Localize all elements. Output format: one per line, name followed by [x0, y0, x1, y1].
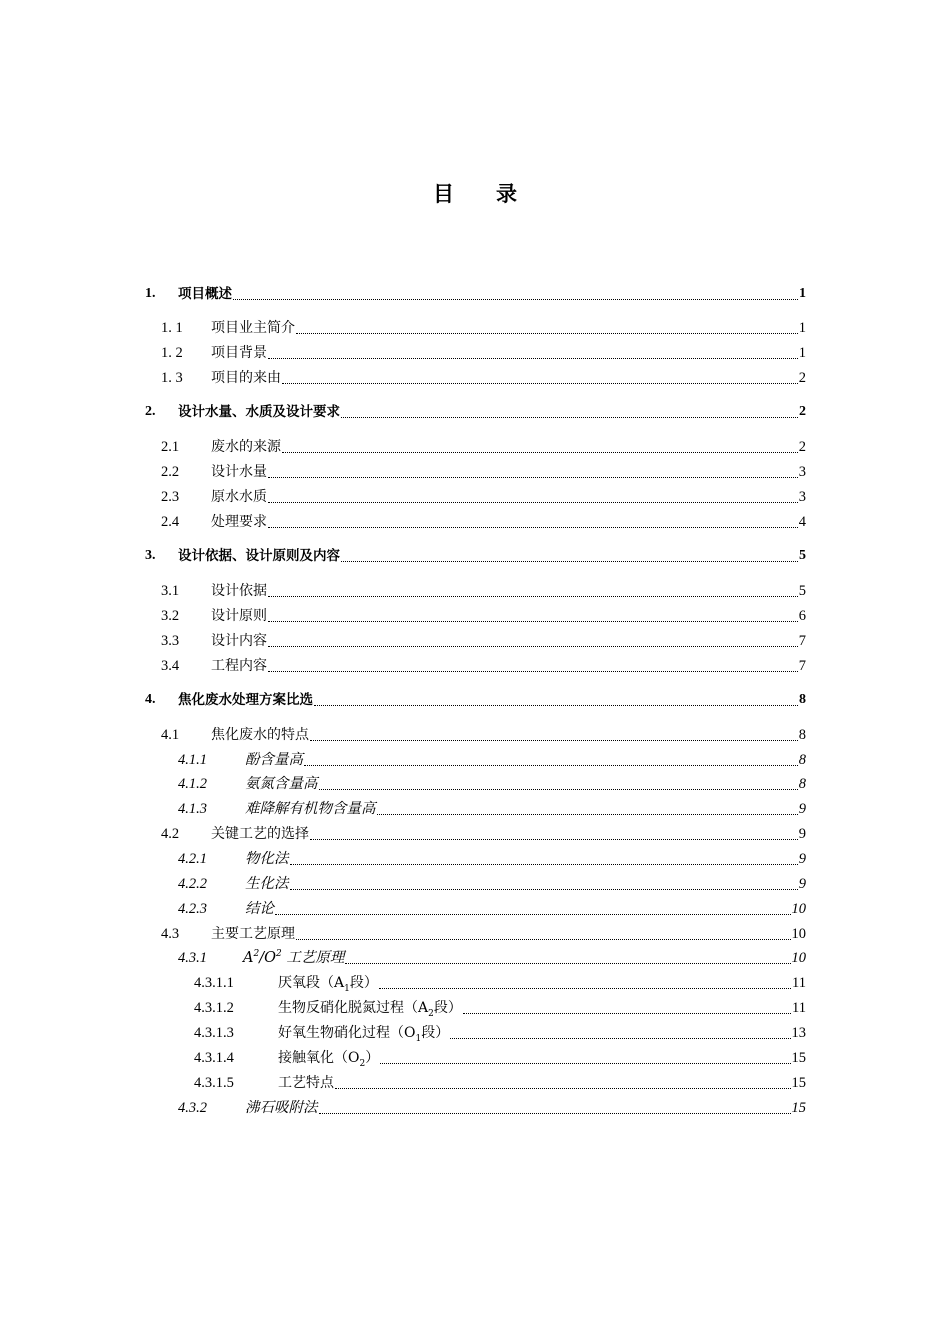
entry-number: 4.2.2: [178, 876, 207, 892]
entry-number: 1. 3: [161, 370, 183, 386]
entry-title: 沸石吸附法: [245, 1100, 318, 1116]
toc-entry[interactable]: [161, 340, 806, 362]
entry-page: 1: [798, 320, 806, 336]
entry-number: 4.3.1: [178, 950, 207, 966]
title-part: 段）: [433, 1000, 462, 1016]
toc-entry[interactable]: [161, 821, 806, 843]
entry-title: 酚含量高: [245, 752, 303, 768]
entry-page: 1: [799, 286, 806, 301]
entry-number: 4.3: [161, 926, 180, 942]
toc-entry[interactable]: [194, 995, 806, 1017]
toc-entry[interactable]: [161, 921, 806, 943]
entry-number: 2.: [145, 404, 156, 419]
entry-number: 1.: [145, 286, 156, 301]
toc-entry[interactable]: [161, 603, 806, 625]
dot-leader: [268, 645, 798, 647]
dot-leader: [310, 739, 798, 741]
entry-title: 焦化废水的特点: [211, 727, 309, 743]
entry-number: 2.4: [161, 514, 180, 530]
title-part: /O: [259, 950, 276, 966]
entry-page: 3: [798, 489, 806, 505]
entry-number: 4.3.1.1: [194, 975, 234, 991]
dot-leader: [290, 863, 798, 865]
dot-leader: [450, 1037, 790, 1039]
toc-entry[interactable]: [194, 970, 806, 992]
title-part: 生物反硝化脱氮过程（A: [278, 1000, 429, 1016]
entry-page: 15: [791, 1075, 806, 1091]
dot-leader: [341, 560, 798, 562]
dot-leader: [319, 788, 798, 790]
dot-leader: [304, 764, 798, 766]
entry-page: 9: [798, 876, 806, 892]
entry-title: [278, 974, 378, 992]
toc-entry[interactable]: [178, 796, 806, 818]
dot-leader: [268, 476, 798, 478]
entry-title: [278, 1049, 379, 1067]
title-part: 工艺原理: [281, 950, 345, 966]
toc-entry[interactable]: [161, 509, 806, 531]
entry-title: 项目的来由: [211, 370, 281, 386]
entry-title: 焦化废水处理方案比选: [178, 692, 313, 708]
entry-title: 设计原则: [211, 608, 267, 624]
toc-entry[interactable]: [178, 747, 806, 769]
toc-entry[interactable]: [161, 365, 806, 387]
entry-number: 4.1.1: [178, 752, 207, 768]
dot-leader: [268, 357, 798, 359]
toc-title: 目 录: [433, 182, 517, 206]
entry-title: 设计水量、水质及设计要求: [178, 404, 340, 420]
entry-page: 6: [798, 608, 806, 624]
subscript: 2: [359, 1058, 366, 1069]
entry-page: 2: [798, 370, 806, 386]
entry-page: 2: [799, 404, 806, 419]
dot-leader: [463, 1012, 791, 1014]
toc-entry[interactable]: [161, 434, 806, 456]
entry-number: 1. 2: [161, 345, 183, 361]
dot-leader: [282, 382, 798, 384]
dot-leader: [379, 987, 791, 989]
entry-number: 4.3.1.2: [194, 1000, 234, 1016]
dot-leader: [290, 888, 798, 890]
entry-number: 4.3.1.4: [194, 1050, 234, 1066]
entry-number: 3.: [145, 548, 156, 563]
entry-page: 8: [798, 776, 806, 792]
toc-entry[interactable]: [194, 1070, 806, 1092]
entry-title: 废水的来源: [211, 439, 281, 455]
entry-title: 项目背景: [211, 345, 267, 361]
entry-number: 2.1: [161, 439, 180, 455]
entry-number: 4.3.1.5: [194, 1075, 234, 1091]
toc-entry[interactable]: [178, 896, 806, 918]
entry-page: 9: [798, 851, 806, 867]
toc-entry[interactable]: [178, 871, 806, 893]
toc-entry[interactable]: [161, 628, 806, 650]
entry-number: 4.1: [161, 727, 180, 743]
title-part: 厌氧段（A: [278, 975, 345, 991]
entry-title: 工艺特点: [278, 1075, 334, 1091]
entry-title: 物化法: [245, 851, 289, 867]
title-part: ）: [365, 1050, 380, 1066]
dot-leader: [341, 416, 798, 418]
entry-number: 4.2: [161, 826, 180, 842]
entry-title: 项目概述: [178, 286, 232, 302]
entry-page: 2: [798, 439, 806, 455]
dot-leader: [233, 298, 798, 300]
entry-title: 设计依据: [211, 583, 267, 599]
entry-number: 3.2: [161, 608, 180, 624]
subscript: 2: [428, 1008, 434, 1019]
entry-page: 3: [798, 464, 806, 480]
dot-leader: [319, 1112, 791, 1114]
entry-page: 7: [798, 633, 806, 649]
dot-leader: [296, 938, 791, 940]
entry-page: 11: [792, 975, 806, 991]
entry-page: 10: [791, 926, 806, 942]
toc-entry[interactable]: [161, 578, 806, 600]
toc-entry[interactable]: [145, 281, 806, 303]
entry-page: 10: [791, 950, 806, 966]
entry-number: 4.1.3: [178, 801, 207, 817]
subscript: 1: [344, 983, 350, 994]
dot-leader: [345, 962, 790, 964]
title-part: 接触氧化（O: [278, 1050, 360, 1066]
dot-leader: [377, 813, 798, 815]
entry-number: 4.3.2: [178, 1100, 207, 1116]
toc-entry[interactable]: [194, 1020, 806, 1042]
dot-leader: [380, 1062, 790, 1064]
entry-page: 1: [798, 345, 806, 361]
entry-title: 生化法: [245, 876, 289, 892]
superscript: 2: [276, 949, 282, 960]
dot-leader: [268, 595, 798, 597]
entry-number: 3.3: [161, 633, 180, 649]
toc-entry[interactable]: [178, 846, 806, 868]
entry-page: 5: [798, 583, 806, 599]
entry-page: 13: [791, 1025, 806, 1041]
entry-title: [243, 949, 344, 967]
title-part: 好氧生物硝化过程（O: [278, 1025, 416, 1041]
entry-number: 4.2.1: [178, 851, 207, 867]
entry-title: 难降解有机物含量高: [245, 801, 376, 817]
toc-entry[interactable]: [178, 945, 806, 967]
toc-entry[interactable]: [161, 459, 806, 481]
toc-entry[interactable]: [161, 484, 806, 506]
entry-title: 设计内容: [211, 633, 267, 649]
toc-entry[interactable]: [145, 399, 806, 421]
dot-leader: [314, 704, 798, 706]
entry-page: 8: [799, 692, 806, 707]
dot-leader: [282, 451, 798, 453]
entry-page: 8: [798, 752, 806, 768]
dot-leader: [335, 1087, 791, 1089]
dot-leader: [296, 332, 798, 334]
entry-title: 氨氮含量高: [245, 776, 318, 792]
entry-number: 3.1: [161, 583, 180, 599]
entry-title: 项目业主简介: [211, 320, 295, 336]
subscript: 1: [415, 1033, 422, 1044]
dot-leader: [268, 670, 798, 672]
entry-number: 4.3.1.3: [194, 1025, 234, 1041]
entry-page: 15: [791, 1050, 806, 1066]
entry-title: [278, 1024, 449, 1042]
entry-page: 8: [798, 727, 806, 743]
entry-page: 9: [798, 826, 806, 842]
dot-leader: [268, 620, 798, 622]
toc-entry[interactable]: [161, 722, 806, 744]
toc-entry[interactable]: [161, 315, 806, 337]
entry-page: 11: [792, 1000, 806, 1016]
dot-leader: [268, 501, 798, 503]
entry-title: 结论: [245, 901, 274, 917]
entry-page: 7: [798, 658, 806, 674]
dot-leader: [275, 913, 791, 915]
entry-title: 设计水量: [211, 464, 267, 480]
entry-title: 原水水质: [211, 489, 267, 505]
toc-entry[interactable]: [194, 1045, 806, 1067]
toc-entry[interactable]: [178, 771, 806, 793]
entry-title: 工程内容: [211, 658, 267, 674]
entry-number: 2.3: [161, 489, 180, 505]
title-part: 段）: [349, 975, 378, 991]
toc-entry[interactable]: [178, 1095, 806, 1117]
entry-page: 9: [798, 801, 806, 817]
entry-title: 关键工艺的选择: [211, 826, 309, 842]
entry-title: 设计依据、设计原则及内容: [178, 548, 340, 564]
dot-leader: [268, 526, 798, 528]
entry-number: 4.: [145, 692, 156, 707]
entry-number: 2.2: [161, 464, 180, 480]
entry-page: 5: [799, 548, 806, 563]
entry-number: 1. 1: [161, 320, 183, 336]
dot-leader: [310, 838, 798, 840]
entry-page: 4: [798, 514, 806, 530]
entry-number: 4.2.3: [178, 901, 207, 917]
toc-entry[interactable]: [145, 543, 806, 565]
entry-title: 主要工艺原理: [211, 926, 295, 942]
entry-number: 4.1.2: [178, 776, 207, 792]
toc-entry[interactable]: [145, 687, 806, 709]
entry-page: 15: [791, 1100, 806, 1116]
toc-entry[interactable]: [161, 653, 806, 675]
title-part: A: [243, 950, 254, 966]
entry-title: [278, 999, 462, 1017]
superscript: 2: [253, 949, 260, 960]
title-part: 段）: [421, 1025, 450, 1041]
entry-title: 处理要求: [211, 514, 267, 530]
entry-page: 10: [791, 901, 806, 917]
entry-number: 3.4: [161, 658, 180, 674]
